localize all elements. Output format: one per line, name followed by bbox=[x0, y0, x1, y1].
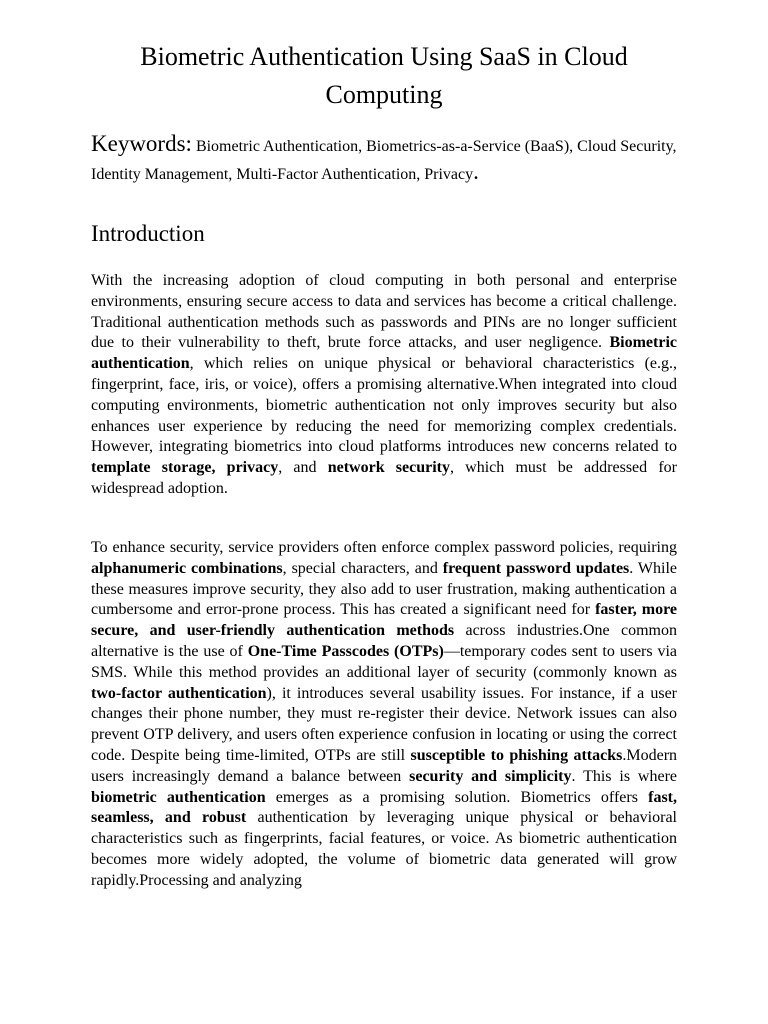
bold-run: network security bbox=[327, 459, 450, 477]
keywords-line bbox=[91, 131, 677, 187]
bold-run: frequent password updates bbox=[442, 559, 630, 577]
text-run: , special characters, and bbox=[282, 559, 443, 577]
document-title: Biometric Authentication Using SaaS in Cloud Computing bbox=[140, 42, 628, 109]
paragraph-1 bbox=[91, 271, 677, 500]
text-run: —temporary codes sent to users via SMS. While this method provides an additional layer of security (commonly known as bbox=[91, 642, 678, 681]
text-run: .Modern users increasingly demand a balance between bbox=[91, 746, 678, 785]
bold-run: fast, seamless, and robust bbox=[91, 788, 677, 827]
text-run: . While these measures improve security, they also add to user frustration, making authentication a cumbersome and error-prone process. This has created a significant need for bbox=[91, 559, 678, 619]
bold-run: One-Time Passcodes (OTPs) bbox=[247, 642, 444, 660]
bold-run: Biometric authentication bbox=[91, 334, 677, 373]
text-run: , and bbox=[278, 459, 328, 477]
text-run: To enhance security, service providers often enforce complex password policies, requiring bbox=[91, 539, 677, 556]
text-run: emerges as a promising solution. Biometrics offers bbox=[265, 788, 649, 806]
text-run: across industries.One common alternative is the use of bbox=[91, 622, 677, 660]
section-heading-introduction: Introduction bbox=[91, 221, 205, 246]
keywords-end: . bbox=[473, 159, 479, 184]
text-run: authentication by leveraging unique physical or behavioral characteristics such as fingerprints, facial features, or voice. As biometric authentication becomes more widely adopted, the volume of biometric data generated will grow rapidly.Processing and analyzing bbox=[91, 809, 678, 889]
text-run: With the increasing adoption of cloud computing in both personal and enterprise environments, ensuring secure access to data and services has become a critical challenge. Traditional authentication methods such as passwords and PINs are no longer sufficient due to their vulnerability to theft, brute force attacks, and user negligence. bbox=[91, 272, 677, 352]
bold-run: biometric authentication bbox=[91, 788, 266, 806]
keywords-label: Keywords: bbox=[91, 131, 192, 156]
text-run: , which relies on unique physical or behavioral characteristics (e.g., fingerprint, face, iris, or voice), offers a promising alternative.When integrated into cloud computing environments, biometric authentication not only improves security but also enhances user experience by reducing the need for memorizing complex credentials. However, integrating biometrics into cloud platforms introduces new concerns related to bbox=[91, 355, 677, 456]
text-run: ), it introduces several usability issues. For instance, if a user changes their phone number, they must re-register their device. Network issues can also prevent OTP delivery, and users often experience confusion in locating or using the correct code. Despite being time-limited, OTPs are still bbox=[91, 684, 677, 764]
bold-run: alphanumeric combinations bbox=[91, 559, 283, 577]
bold-run: susceptible to phishing attacks bbox=[410, 746, 623, 764]
text-run: , which must be addressed for widespread adoption. bbox=[91, 459, 677, 497]
bold-run: security and simplicity bbox=[409, 767, 572, 785]
paragraph-2 bbox=[91, 538, 677, 892]
text-run: . This is where bbox=[571, 767, 677, 785]
bold-run: template storage, privacy bbox=[91, 459, 279, 477]
keywords-text: Biometric Authentication, Biometrics-as-a-Service (BaaS), Cloud Security, Identity Management, Multi-Factor Authentication, Privacy bbox=[91, 138, 677, 183]
bold-run: two-factor authentication bbox=[91, 684, 267, 702]
bold-run: faster, more secure, and user-friendly authentication methods bbox=[91, 601, 678, 640]
